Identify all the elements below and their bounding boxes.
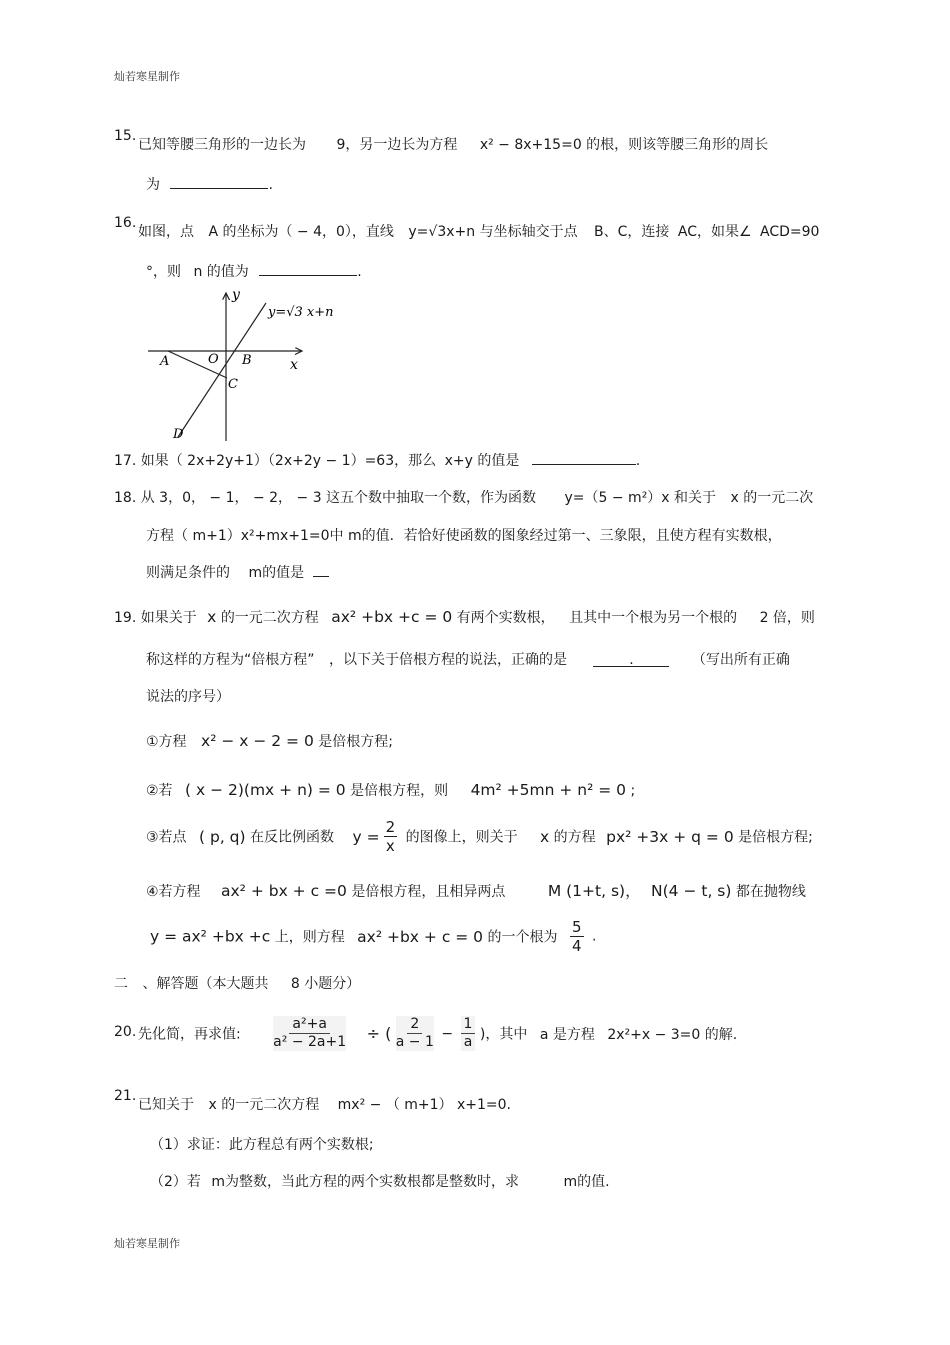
q19-s3-fraction [384,818,398,855]
question-19-line-1 [114,607,815,627]
q17-text-a: 如果（ 2x+2y+1）（2x+2y − 1）=63，那么 [140,453,437,469]
question-16-line-2 [146,261,362,281]
q15-period: . [268,177,273,193]
line-equation-label: y=√3 x+n [268,305,334,320]
q19-s2-equation-b: 4m² +5mn + n² = 0 [470,781,627,799]
q19-s2-text: 是倍根方程，则 [350,783,449,799]
x-axis-label: x [290,357,298,373]
q19-s3-text-a: 在反比例函数 [250,829,335,846]
q21-part-1: （1）求证：此方程总有两个实数根; [150,1137,374,1153]
q19-s4-point-n: N(4 − t, s) [651,882,732,900]
q19-text-j: （写出所有正确 [691,652,790,668]
q19-s3-y: y = [352,827,380,846]
q19-s1-label: ①方程 [146,734,187,750]
page-header: 灿若寒星制作 [114,70,180,83]
question-21-line [138,1094,511,1114]
q19-s1-text: 是倍根方程; [318,734,393,750]
q18-text-e: m的值是 [248,565,305,581]
section-2-count: 8 小题分） [290,976,361,992]
page-footer: 灿若寒星制作 [114,1237,180,1250]
q20-fraction-2 [396,1016,434,1051]
q18-text-c: x 的一元二次 [730,490,814,506]
q19-text-i: ，以下关于倍根方程的说法，正确的是 [328,652,567,668]
q19-answer-blank: . [593,652,669,667]
q20-f2-numerator: 2 [407,1016,422,1034]
q16-text-a: 如图，点 [138,224,194,240]
point-c-label: C [228,377,238,392]
q19-s4-equation: ax² + bx + c =0 [221,882,347,900]
q21-part-2-text: m为整数，当此方程的两个实数根都是整数时，求 [211,1174,520,1190]
q19-s1-equation: x² − x − 2 = 0 [201,732,314,750]
q19-s4-text-d: 的一个根为 [487,929,558,946]
q20-fraction-1 [273,1016,346,1051]
q18-text-a: 从 3，0， − 1， − 2， − 3 这五个数中抽取一个数，作为函数 [140,490,537,506]
q20-divide: ÷ ( [366,1024,392,1043]
q19-s4-end: . [591,928,597,945]
q19-s4-text-a: 是倍根方程，且相异两点 [351,884,506,900]
q19-s4-fraction [570,918,584,955]
q19-s4-numerator: 5 [571,918,582,936]
q19-s4-label: ④若方程 [146,884,201,900]
q21-equation: mx² − （ m+1） x+1=0. [337,1097,512,1113]
q19-s3-numerator: 2 [385,818,396,836]
question-20-line [138,1016,737,1051]
line-bc [178,303,266,437]
q21-text-a: 已知关于 [138,1097,194,1113]
q19-s3-x: x [540,827,550,846]
q21-part-2 [150,1171,610,1191]
q20-fraction-3 [461,1016,476,1051]
q19-text-g: 2 倍，则 [759,610,815,626]
q15-text-for: 为 [146,177,160,193]
q20-text-c: 2x²+x − 3=0 的解. [607,1026,738,1043]
section-2-number: 二 [114,976,128,992]
q19-text-f: 且其中一个根为另一个根的 [569,610,738,626]
q19-s3-text-d: 是倍根方程; [738,829,813,846]
q21-text-b: x 的一元二次方程 [208,1097,320,1113]
q15-text-a: 已知等腰三角形的一边长为 [138,137,306,153]
section-2-heading [114,973,360,993]
q19-s3-point: ( p, q) [199,827,246,846]
q19-s3-equation: px² +3x + q = 0 [606,827,734,846]
q20-minus: − [441,1025,454,1042]
question-21-number: 21. [114,1088,137,1104]
q16-text-d: B、C，连接 [594,224,670,240]
question-15-line-1 [138,134,768,154]
q19-s3-text-b: 的图像上，则关于 [405,829,518,846]
question-15-line-2 [146,174,273,194]
q20-f3-numerator: 1 [461,1016,476,1034]
point-a-label: A [160,354,170,369]
q19-text-e: 有两个实数根， [456,610,555,626]
point-b-label: B [242,353,252,368]
q19-statement-1 [146,731,393,751]
q19-text-a: 如果关于 [140,610,197,626]
q19-s4-point-m: M (1+t, s)， [547,882,641,900]
question-18-line-1 [114,487,813,507]
q19-s2-end: ; [630,783,636,799]
q19-s3-text-c: 的方程 [553,829,596,846]
q21-part-2-end: m的值. [563,1174,610,1190]
q17-answer-blank [532,450,636,465]
q20-f1-numerator: a²+a [289,1016,330,1034]
question-16-number: 16. [114,215,137,231]
point-o-label: O [208,352,219,367]
coordinate-figure [140,285,360,445]
q19-s2-label: ②若 [146,783,173,799]
q16-text-b: A 的坐标为（ − 4，0），直线 [208,224,394,240]
q19-s4-text-b: 都在抛物线 [735,884,806,900]
q19-s3-label: ③若点 [146,829,187,846]
q19-s2-equation-a: ( x − 2)(mx + n) = 0 [185,781,346,799]
question-19-line-3: 说法的序号） [146,689,230,705]
q15-answer-blank [170,174,268,189]
q20-f3-denominator: a [463,1034,473,1050]
q19-equation: ax² +bx +c = 0 [331,608,453,626]
q19-s3-denominator: x [385,837,395,855]
q19-text-c: 的一元二次方程 [220,610,319,626]
q19-statement-4 [146,879,806,901]
q19-statement-2 [146,780,635,800]
q15-text-b: 9，另一边长为方程 [336,137,458,153]
q19-text-b: x [207,608,217,626]
question-18-number: 18. [114,490,137,506]
q16-text-c: y=√3x+n 与坐标轴交于点 [408,224,578,240]
section-2-title: 、解答题（本大题共 [142,976,269,992]
q19-statement-3 [146,818,813,855]
q19-s4-denominator: 4 [571,937,582,955]
question-18-line-2: 方程（ m+1）x²+mx+1=0中 m的值．若恰好使函数的图象经过第一、三象限，且使方程有实数根， [146,528,782,544]
q21-part-2-label: （2）若 [150,1174,201,1190]
q20-text-b: a 是方程 [539,1026,595,1043]
q15-equation: x² − 8x+15=0 的根，则该等腰三角形的周长 [479,137,769,153]
q20-close: )，其中 [479,1026,528,1043]
q19-statement-4-cont [150,918,596,955]
q16-period: . [357,264,362,280]
q18-text-d: 则满足条件的 [146,565,230,581]
q19-s4-parabola: y = ax² +bx +c [150,927,271,946]
q16-answer-blank [259,261,357,276]
q19-s4-text-c: 上，则方程 [274,929,345,946]
q16-text-degree: °，则 [146,264,181,280]
q17-period: . [635,453,641,469]
question-19-number: 19. [114,610,137,626]
y-axis-label: y [232,287,240,303]
question-15-number: 15. [114,128,137,144]
question-17-number: 17. [114,453,137,469]
q17-text-b: x+y 的值是 [444,453,520,469]
q18-answer-blank [313,562,329,577]
q16-text-e: AC，如果∠ [677,224,752,240]
q18-text-b: y=（5 − m²）x 和关于 [564,490,717,506]
question-19-line-2 [146,649,790,669]
q20-text-a: 先化简，再求值: [138,1026,241,1043]
question-20-number: 20. [114,1024,137,1040]
q16-text-n: n 的值为 [193,264,249,280]
q20-f2-denominator: a − 1 [395,1034,434,1050]
question-16-line-1 [138,221,819,241]
question-17 [114,450,640,470]
q16-text-f: ACD=90 [760,224,820,240]
q19-text-h: 称这样的方程为“倍根方程” [146,652,315,668]
point-d-label: D [173,427,184,442]
question-18-line-3 [146,562,329,582]
q19-s4-equation-b: ax² +bx + c = 0 [357,927,484,946]
q20-f1-denominator: a² − 2a+1 [273,1034,347,1050]
